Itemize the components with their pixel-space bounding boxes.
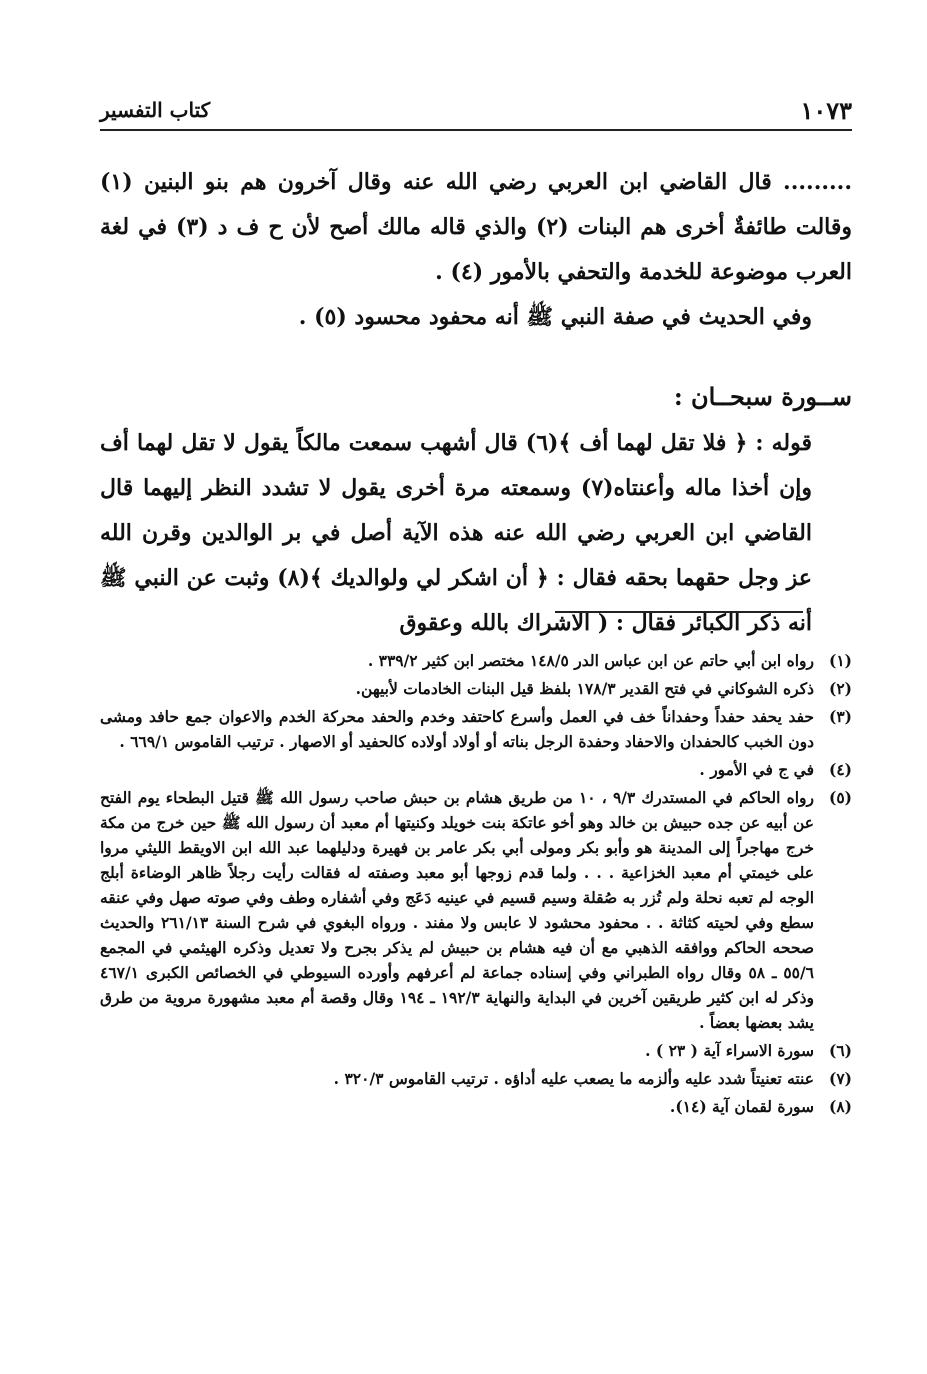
- footnote-number: (٤): [828, 760, 852, 779]
- paragraph-2: وفي الحديث في صفة النبي ﷺ أنه محفود محسود (٥) .: [298, 304, 812, 330]
- footnote-number: (٢): [828, 679, 852, 698]
- footnote-number: (٣): [828, 707, 852, 726]
- footnotes: [100, 648, 852, 1122]
- main-text: [100, 160, 852, 646]
- footnote-separator: [555, 611, 803, 613]
- footnote-8: [100, 1094, 852, 1119]
- footnote-2: [100, 676, 852, 701]
- footnote-number: (٧): [828, 1069, 852, 1088]
- section-heading: ســورة سبحــان :: [673, 382, 852, 411]
- footnote-number: (١): [828, 651, 852, 670]
- page-number: ١٠٧٣: [800, 96, 852, 125]
- para3-mid: (٦) قال أشهب سمعت مالكاً يقول لا تقل لهما أف وإن أخذا ماله وأعنتاه(٧) وسمعته مرة أخرى يقول لا تشدد النظر إليهما قال القاضي ابن العربي رضي الله عنه هذه الآية أصل في بر الوالدين وقرن الله عز وجل حقهما بحقه فقال :: [100, 430, 812, 591]
- footnote-number: (٥): [828, 788, 852, 807]
- footnote-1: [100, 648, 852, 673]
- footnote-text: ذكره الشوكاني في فتح القدير ١٧٨/٣ بلفظ قيل البنات الخادمات لأبيهن.: [355, 679, 814, 698]
- para3-end: (٨) وثبت عن النبي ﷺ أنه ذكر الكبائر فقال : ( الاشراك بالله وعقوق: [100, 565, 812, 636]
- running-title: كتاب التفسير: [100, 98, 211, 122]
- para3-start: قوله :: [747, 430, 812, 456]
- footnote-text: رواه ابن أبي حاتم عن ابن عباس الدر ١٤٨/٥ مختصر ابن كثير ٣٣٩/٢ .: [367, 651, 814, 670]
- quran-quote-2: ﴿ أن اشكر لي ولوالديك ﴾: [309, 565, 549, 591]
- paragraph-1: ......... قال القاضي ابن العربي رضي الله عنه وقال آخرون هم بنو البنين (١) وقالت طائفةٌ أخرى هم البنات (٢) والذي قاله مالك أصح لأن ح ف د (٣) في لغة العرب موضوعة للخدمة والتحفي بالأمور (٤) .: [100, 169, 852, 285]
- footnote-text: عنته تعنيتاً شدد عليه وألزمه ما يصعب عليه أداؤه . ترتيب القاموس ٣٢٠/٣ .: [333, 1069, 814, 1088]
- footnote-number: (٦): [828, 1041, 852, 1060]
- page-header: [100, 96, 852, 126]
- header-rule: [100, 129, 852, 131]
- footnote-4: [100, 757, 852, 782]
- footnote-3: [100, 704, 852, 754]
- footnote-7: [100, 1066, 852, 1091]
- footnote-6: [100, 1038, 852, 1063]
- footnote-5: [100, 785, 852, 1035]
- footnote-text: في ج في الأمور .: [699, 760, 814, 779]
- footnote-number: (٨): [828, 1097, 852, 1116]
- footnote-text: سورة لقمان آية (١٤).: [669, 1097, 814, 1116]
- footnote-text: رواه الحاكم في المستدرك ٩/٣ ، ١٠ من طريق هشام بن حبش صاحب رسول الله ﷺ قتيل البطحاء يوم الفتح عن أبيه عن جده حبيش بن خالد وهو أخو عاتكة بنت خويلد وكنيتها أم معبد أن رسول الله ﷺ حين خرج من مكة خرج مهاجراً إلى المدينة هو وأبو بكر ومولى أبي بكر عامر بن فهيرة ودليلهما عبد الله ابن الاويقط الليثي مروا على خيمتي أم معبد الخزاعية . . . ولما قدم زوجها أبو معبد وصفته له فقالت رأيت رجلاً ظاهر الوضاءة أبلج الوجه لم تعبه نحلة ولم تُزر به صُقلة وسيم قسيم في عينيه دَعَج وفي أشفاره وطف وفي صوته صهل وفي عنقه سطع وفي لحيته كثاثة . . محفود محشود لا عابس ولا مفند . ورواه البغوي في شرح السنة ٢٦١/١٣ والحديث صححه الحاكم ووافقه الذهبي مع أن فيه هشام بن حبيش لم يذكر بجرح ولا تعديل وذكره الهيثمي في المجمع ٥٥/٦ ـ ٥٨ وقال رواه الطبراني وفي إسناده جماعة لم أعرفهم وأورده السيوطي في الخصائص الكبرى ٤٦٧/١ وذكر له ابن كثير طريقين آخرين في البداية والنهاية ١٩٢/٣ ـ ١٩٤ وقال وقصة أم معبد مشهورة مروية من طرق يشد بعضها بعضاً .: [100, 788, 815, 1032]
- footnote-text: حفد يحفد حفداً وحفداناً خف في العمل وأسرع كاحتفد وخدم والحفد محركة الخدم والاعوان جمع حافد ومشى دون الخبب كالحفدان والاحفاد وحفدة الرجل بناته أو أولاد أولاده كالحفيد أو الاصهار . ترتيب القاموس ٦٦٩/١ .: [100, 707, 814, 751]
- quran-quote-1: ﴿ فلا تقل لهما أف ﴾: [558, 430, 748, 456]
- footnote-text: سورة الاسراء آية ( ٢٣ ) .: [645, 1041, 814, 1060]
